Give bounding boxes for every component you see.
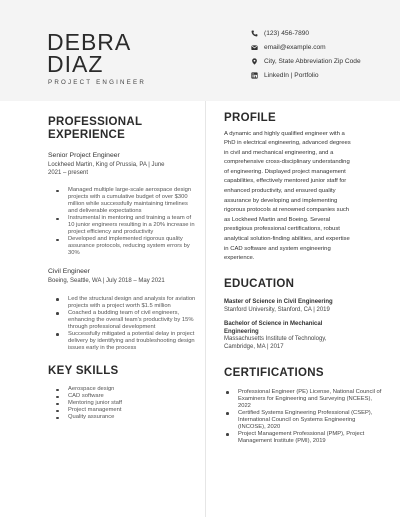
profile-line: assurance by developing and implementing — [224, 197, 338, 204]
links-text[interactable]: LinkedIn | Portfolio — [264, 71, 319, 79]
right-column — [224, 112, 384, 445]
profile-summary — [224, 130, 384, 264]
job-meta-line: Lockheed Martin, King of Prussia, PA | June — [48, 162, 165, 168]
education-entry — [224, 321, 384, 351]
institution: Cambridge, MA | 2017 — [224, 343, 284, 350]
linkedin-icon — [251, 70, 264, 80]
job-title-heading: PROJECT ENGINEER — [48, 79, 147, 86]
column-divider — [205, 101, 206, 517]
job-bullets — [56, 187, 196, 257]
experience-heading-line1: PROFESSIONAL — [48, 116, 143, 128]
phone-text: (123) 456-7890 — [264, 29, 310, 37]
list-item: Coached a budding team of civil engineers, enhancing the overall team's productivity by 15% through professional development — [56, 310, 196, 331]
job-meta — [48, 162, 196, 177]
contact-email — [251, 40, 361, 54]
profile-line: prestigious professional certifications, robust — [224, 226, 340, 233]
contact-links — [251, 68, 361, 82]
contact-phone — [251, 26, 361, 40]
job-bullets — [56, 296, 196, 352]
job-meta — [48, 278, 196, 286]
job-meta-line: 2021 – present — [48, 169, 89, 176]
map-pin-icon — [251, 56, 264, 66]
education-entry — [224, 299, 384, 314]
list-item: Professional Engineer (PE) License, National Council of Examiners for Engineering and Surveying (NCEES), 2022 — [226, 389, 384, 410]
list-item: Developed and implemented rigorous quality assurance protocols, reducing system errors by 30% — [56, 236, 196, 257]
list-item: Mentoring junior staff — [56, 400, 196, 407]
profile-line: PhD in electrical engineering, advanced degrees — [224, 140, 351, 147]
list-item: Instrumental in mentoring and training a team of 10 junior engineers resulting in a 20% increase in project efficiency and productivity — [56, 215, 196, 236]
degree: Master of Science in Civil Engineering — [224, 299, 333, 306]
institution: Stanford University, Stanford, CA | 2019 — [224, 306, 330, 313]
job-meta-line: Boeing, Seattle, WA | July 2018 – May 2021 — [48, 278, 165, 284]
degree: Engineering — [224, 328, 259, 335]
certifications-list — [226, 389, 384, 445]
job-entry — [48, 268, 196, 352]
resume-header — [0, 0, 400, 101]
institution: Massachusetts Institute of Technology, — [224, 336, 327, 343]
contact-info — [251, 26, 361, 82]
last-name: DIAZ — [47, 51, 104, 77]
list-item: Aerospace design — [56, 386, 196, 393]
contact-location — [251, 54, 361, 68]
experience-heading-line2: EXPERIENCE — [48, 128, 126, 141]
skills-list — [56, 386, 196, 421]
certifications-heading: CERTIFICATIONS — [224, 367, 324, 380]
profile-line: comprehensive cross-disciplinary understanding — [224, 159, 350, 166]
job-title: Senior Project Engineer — [48, 152, 120, 159]
job-title: Civil Engineer — [48, 268, 90, 275]
list-item: Quality assurance — [56, 414, 196, 421]
profile-line: experience. — [224, 255, 255, 262]
list-item: CAD software — [56, 393, 196, 400]
profile-line: rigorous protocols at renowned companies such — [224, 207, 350, 214]
list-item: Project Management Professional (PMP), Project Management Institute (PMI), 2019 — [226, 431, 384, 445]
list-item: Successfully mitigated a potential delay in project delivery by identifying and troubleshooting design issues early in the process — [56, 331, 196, 352]
profile-line: in CAD software and system engineering — [224, 245, 331, 252]
profile-line: of engineering. Displayed project management — [224, 168, 346, 175]
profile-line: capabilities, effectively mentored junior staff for — [224, 178, 347, 185]
degree: Bachelor of Science in Mechanical — [224, 321, 323, 328]
list-item: Project management — [56, 407, 196, 414]
candidate-name — [47, 31, 131, 75]
envelope-icon — [251, 42, 264, 52]
profile-line: in civil and mechanical engineering, and a — [224, 149, 334, 156]
list-item: Managed multiple large-scale aerospace design projects with a cumulative budget of over $300 million while successfully maintaining timelines and deliverable expectations — [56, 187, 196, 215]
profile-line: enhanced productivity, and ensured quality — [224, 188, 336, 195]
skills-heading: KEY SKILLS — [48, 364, 119, 377]
profile-line: as Lockheed Martin and Boeing. Several — [224, 216, 331, 223]
location-text: City, State Abbreviation Zip Code — [264, 57, 361, 65]
phone-icon — [251, 28, 264, 38]
profile-heading: PROFILE — [224, 112, 276, 124]
profile-line: analytical solution-finding abilities, and expertise — [224, 236, 350, 243]
job-entry — [48, 152, 196, 257]
first-name: DEBRA — [47, 29, 132, 55]
profile-line: A dynamic and highly qualified engineer with a — [224, 130, 345, 137]
experience-heading — [48, 116, 196, 141]
education-heading: EDUCATION — [224, 277, 295, 290]
left-column — [48, 116, 196, 421]
list-item: Led the structural design and analysis for aviation projects with a project worth $1.5 million — [56, 296, 196, 310]
email-text[interactable]: email@example.com — [264, 43, 326, 51]
list-item: Certified Systems Engineering Professional (CSEP), International Council on Systems Engineering (INCOSE), 2020 — [226, 410, 384, 431]
